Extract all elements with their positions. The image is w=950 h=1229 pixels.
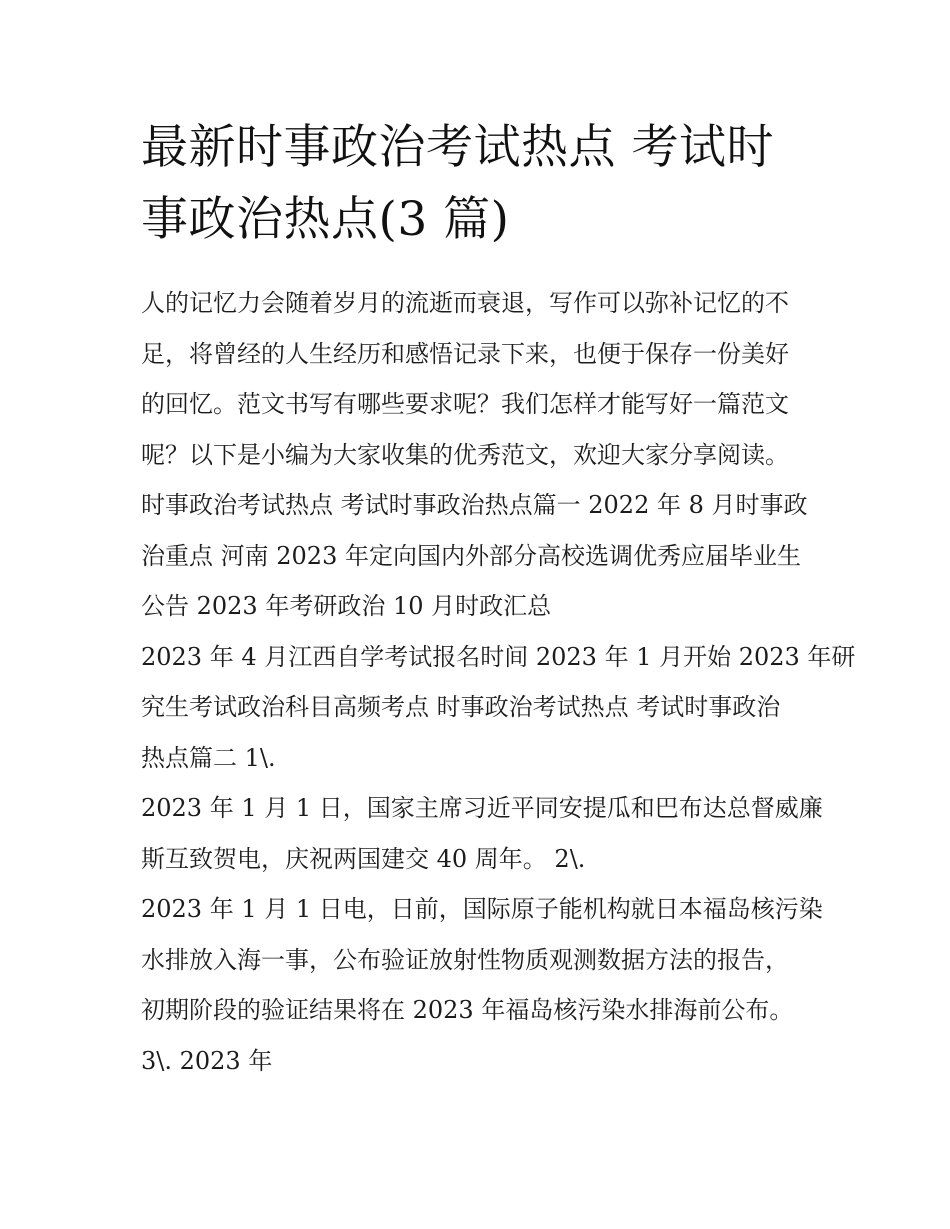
paragraph-part-two (141, 632, 856, 784)
title-line: 事政治热点(3 篇) (141, 192, 510, 247)
text-line: 初期阶段的验证结果将在 2023 年福岛核污染水排海前公布。 (141, 996, 794, 1024)
text-line: 的回忆。范文书写有哪些要求呢？我们怎样才能写好一篇范文 (141, 390, 789, 418)
text-line: 公告 2023 年考研政治 10 月时政汇总 (141, 592, 552, 620)
title-line: 最新时事政治考试热点 考试时 (141, 120, 774, 175)
text-line: 治重点 河南 2023 年定向国内外部分高校选调优秀应届毕业生 (141, 541, 801, 570)
paragraph-part-one (141, 480, 816, 632)
text-line: 人的记忆力会随着岁月的流逝而衰退，写作可以弥补记忆的不 (141, 289, 789, 317)
text-line: 2023 年 1 月 1 日，国家主席习近平同安提瓜和巴布达总督威廉 (141, 794, 823, 822)
text-line: 时事政治考试热点 考试时事政治热点篇一 2022 年 8 月时事政 (141, 491, 808, 519)
text-line: 3\. 2023 年 (141, 1046, 273, 1075)
text-line: 呢？以下是小编为大家收集的优秀范文，欢迎大家分享阅读。 (141, 440, 789, 469)
paragraph-item-3 (141, 1036, 816, 1087)
document-title (141, 112, 816, 256)
document-page (141, 112, 856, 1086)
paragraph-intro (141, 278, 816, 480)
text-line: 水排放入海一事，公布验证放射性物质观测数据方法的报告， (141, 945, 789, 974)
text-line: 究生考试政治科目高频考点 时事政治考试热点 考试时事政治 (141, 693, 781, 721)
text-line: 2023 年 4 月江西自学考试报名时间 2023 年 1 月开始 2023 年研 (141, 642, 856, 671)
paragraph-item-1 (141, 783, 823, 884)
text-line: 热点篇二 1\. (141, 743, 276, 772)
document-body (141, 278, 856, 1086)
text-line: 斯互致贺电，庆祝两国建交 40 周年。 2\. (141, 844, 586, 873)
text-line: 2023 年 1 月 1 日电，日前，国际原子能机构就日本福岛核污染 (141, 895, 823, 923)
text-line: 足，将曾经的人生经历和感悟记录下来，也便于保存一份美好 (141, 339, 789, 368)
paragraph-item-2 (141, 884, 823, 1036)
